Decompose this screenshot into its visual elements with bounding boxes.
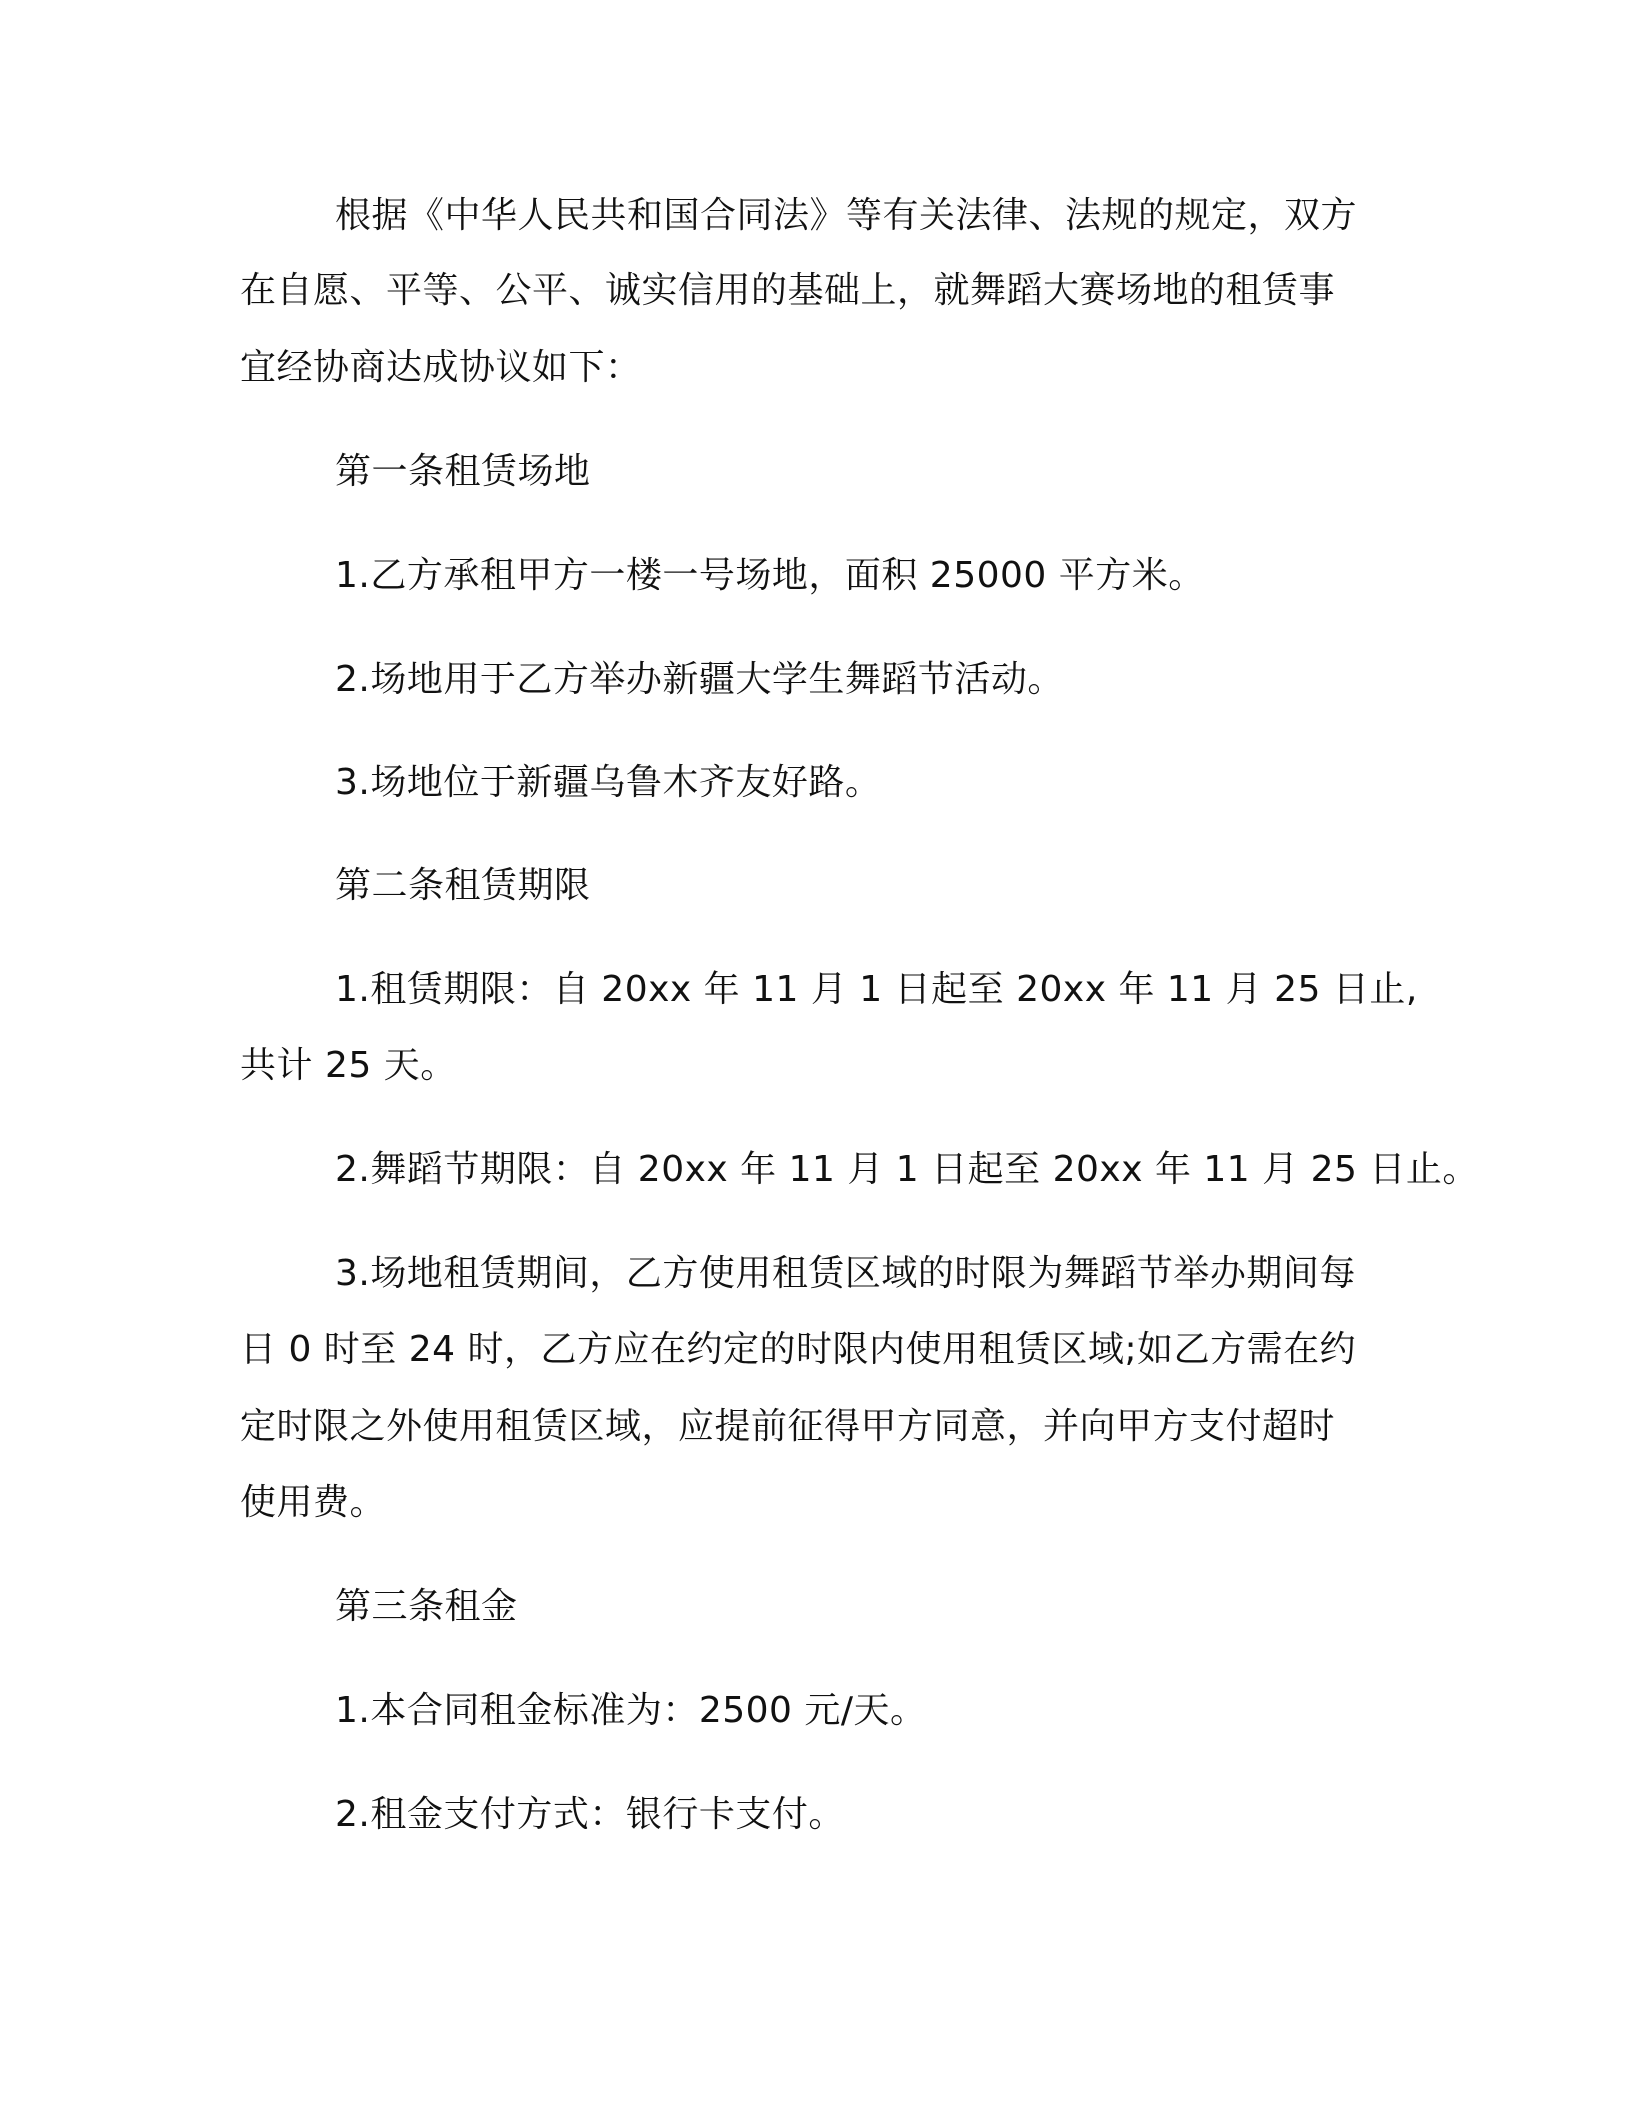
intro-line-1: 根据《中华人民共和国合同法》等有关法律、法规的规定，双方 [335, 195, 1358, 236]
intro-line-3: 宜经协商达成协议如下： [240, 347, 642, 388]
article-2-item-1-line-2: 共计 25 天。 [240, 1045, 457, 1086]
article-2-item-1-line-1: 1.租赁期限：自 20xx 年 11 月 1 日起至 20xx 年 11 月 25 日止, [335, 969, 1418, 1010]
article-2-item-3-line-4: 使用费。 [240, 1482, 387, 1523]
intro-line-2: 在自愿、平等、公平、诚实信用的基础上，就舞蹈大赛场地的租赁事 [240, 270, 1336, 311]
article-2-item-2: 2.舞蹈节期限：自 20xx 年 11 月 1 日起至 20xx 年 11 月 25 日止。 [335, 1149, 1479, 1190]
article-3-heading: 第三条租金 [335, 1586, 518, 1627]
article-2-item-3-line-3: 定时限之外使用租赁区域，应提前征得甲方同意，并向甲方支付超时 [240, 1406, 1336, 1447]
article-3-item-1: 1.本合同租金标准为：2500 元/天。 [335, 1690, 927, 1731]
article-2-item-3-line-1: 3.场地租赁期间，乙方使用租赁区域的时限为舞蹈节举办期间每 [335, 1253, 1356, 1294]
article-1-item-2: 2.场地用于乙方举办新疆大学生舞蹈节活动。 [335, 659, 1064, 700]
article-1-heading: 第一条租赁场地 [335, 451, 591, 492]
article-2-item-3-line-2: 日 0 时至 24 时，乙方应在约定的时限内使用租赁区域;如乙方需在约 [240, 1329, 1357, 1370]
article-2-heading: 第二条租赁期限 [335, 865, 591, 906]
article-3-item-2: 2.租金支付方式：银行卡支付。 [335, 1794, 845, 1835]
article-1-item-3: 3.场地位于新疆乌鲁木齐友好路。 [335, 762, 882, 803]
article-1-item-1: 1.乙方承租甲方一楼一号场地，面积 25000 平方米。 [335, 555, 1205, 596]
